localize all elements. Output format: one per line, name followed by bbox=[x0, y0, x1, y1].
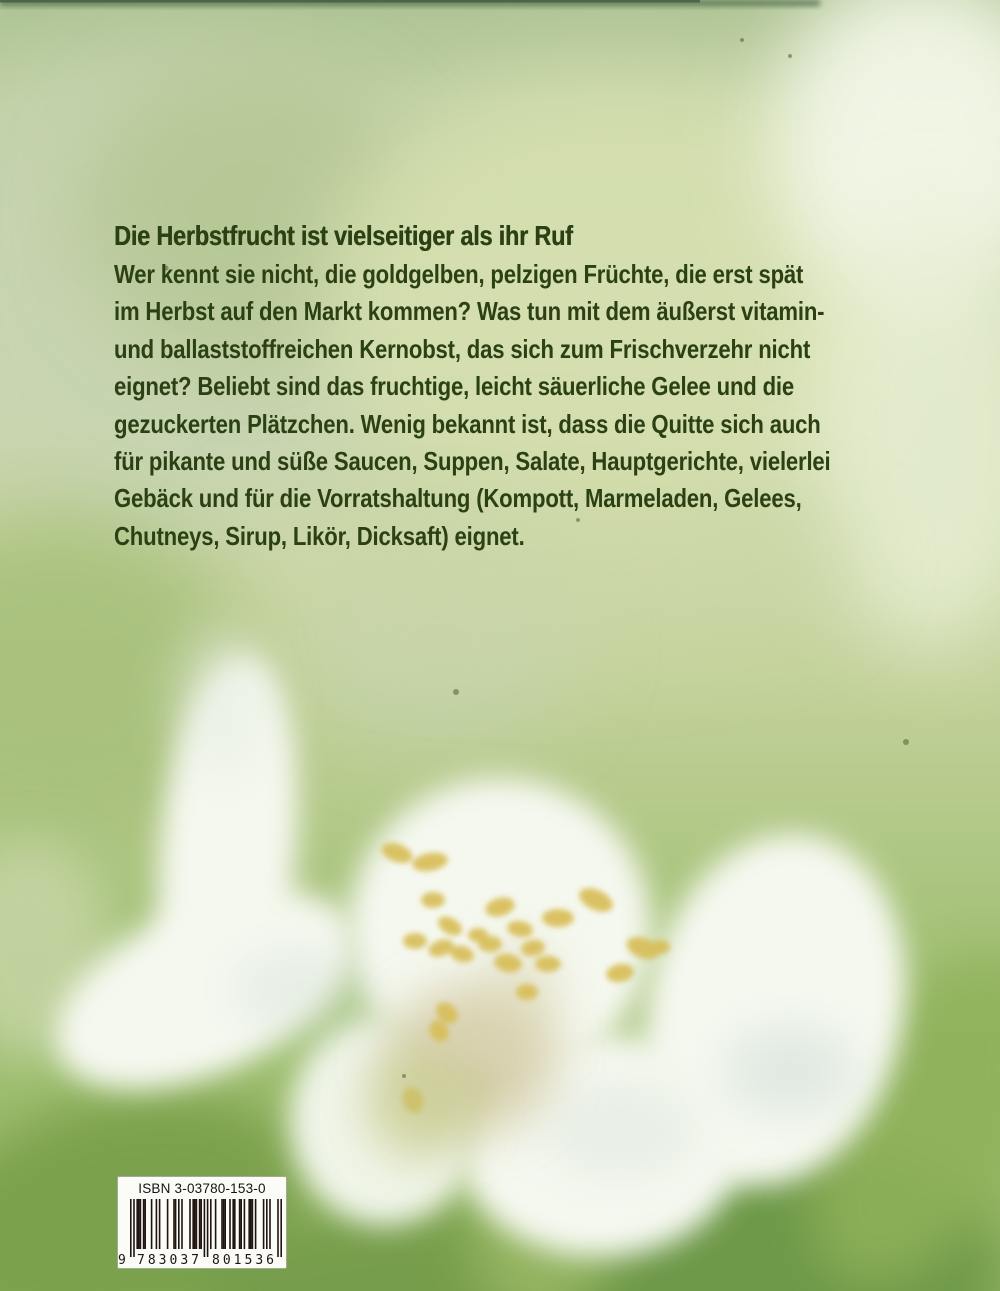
blurb-line-4: eignet? Beliebt sind das fruchtige, leicht säuerliche Gelee und die bbox=[114, 371, 795, 402]
ean13-barcode bbox=[118, 1199, 286, 1266]
blurb-line-6: für pikante und süße Saucen, Suppen, Salate, Hauptgerichte, vielerlei bbox=[114, 446, 831, 477]
blurb-line-1: Wer kennt sie nicht, die goldgelben, pelzigen Früchte, die erst spät bbox=[114, 259, 804, 289]
blurb-line-3: und ballaststoffreichen Kernobst, das sich zum Frischverzehr nicht bbox=[114, 333, 811, 364]
blurb-line-7: Gebäck und für die Vorratshaltung (Kompott, Marmeladen, Gelees, bbox=[114, 483, 802, 514]
isbn-label: ISBN 3-03780-153-0 bbox=[138, 1181, 266, 1196]
svg-text:801536: 801536 bbox=[212, 1253, 274, 1266]
blurb-title: Die Herbstfrucht ist vielseitiger als ihr Ruf bbox=[114, 220, 573, 251]
blurb-line-8: Chutneys, Sirup, Likör, Dicksaft) eignet. bbox=[114, 520, 525, 551]
svg-text:9: 9 bbox=[118, 1253, 126, 1266]
svg-text:783037: 783037 bbox=[137, 1253, 199, 1266]
blurb-line-2: im Herbst auf den Markt kommen? Was tun mit dem äußerst vitamin- bbox=[114, 296, 825, 327]
isbn-barcode-box bbox=[117, 1176, 287, 1269]
blurb bbox=[114, 216, 930, 555]
blurb-line-5: gezuckerten Plätzchen. Wenig bekannt ist, dass die Quitte sich auch bbox=[114, 408, 821, 439]
